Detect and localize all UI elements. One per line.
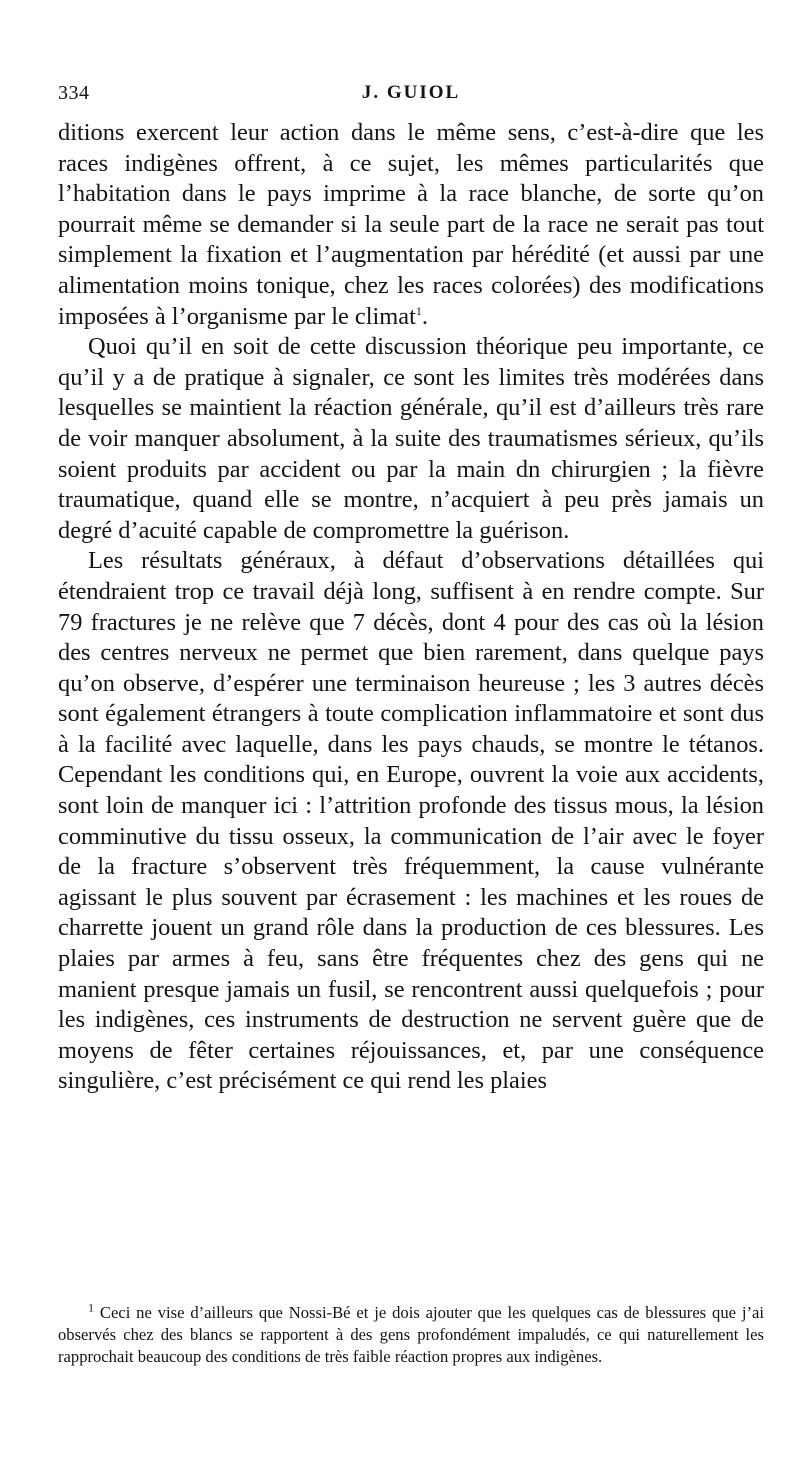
paragraph-1-end: . <box>421 302 428 330</box>
footnote-text: Ceci ne vise d’ailleurs que Nossi-Bé et je dois ajouter que les quelques cas de blessures que j’ai observés chez des blancs se rapportent à des gens profondément impaludés, ce qui naturellement les rapprochait beaucoup des conditions de très faible réaction propres aux indigènes. <box>58 1303 764 1366</box>
page-header <box>58 82 764 112</box>
paragraph-3: Les résultats généraux, à défaut d’observations détaillées qui étendraient trop ce travail déjà long, suffisent à en rendre compte. Sur 79 fractures je ne relève que 7 décès, dont 4 pour des cas où la lésion des centres nerveux ne permet que bien rarement, dans quelque pays qu’on observe, d’espérer une terminaison heureuse ; les 3 autres décès sont également étrangers à toute complication inflammatoire et sont dus à la facilité avec laquelle, dans les pays chauds, se montre le tétanos. Cependant les conditions qui, en Europe, ouvrent la voie aux accidents, sont loin de manquer ici : l’attrition profonde des tissus mous, la lésion comminutive du tissu osseux, la communication de l’air avec le foyer de la fracture s’observent très fréquemment, la cause vulnérante agissant le plus souvent par écrasement : les machines et les roues de charrette jouent un grand rôle dans la production de ces blessures. Les plaies par armes à feu, sans être fréquentes chez des gens qui ne manient presque jamais un fusil, se rencontrent aussi quelquefois ; pour les indigènes, ces instruments de destruction ne servent guère que de moyens de fêter certaines réjouissances, et, par une conséquence singulière, c’est précisément ce qui rend les plaies <box>58 547 764 1095</box>
page-number: 334 <box>58 82 90 104</box>
body-text <box>58 118 764 1097</box>
footnote-marker: 1 <box>88 1300 94 1315</box>
paragraph-2: Quoi qu’il en soit de cette discussion théorique peu importante, ce qu’il y a de pratique à signaler, ce sont les limites très modérées dans lesquelles se maintient la réaction générale, qu’il est d’ailleurs très rare de voir manquer absolument, à la suite des traumatismes sérieux, qu’ils soient produits par accident ou par la main dn chirurgien ; la fièvre traumatique, quand elle se montre, n’acquiert à peu près jamais un degré d’acuité capable de compromettre la guérison. <box>58 333 764 544</box>
footnote-paragraph <box>58 1302 764 1368</box>
paragraph-1-text: ditions exercent leur action dans le même sens, c’est-à-dire que les races indigènes offrent, à ce sujet, les mêmes particularités que l’habitation dans le pays imprime à la race blanche, de sorte qu’on pourrait même se demander si la seule part de la race ne serait pas tout simplement la fixation et l’augmentation par hérédité (et aussi par une alimentation moins tonique, chez les races colorées) des modifications imposées à l’organisme par le climat <box>58 119 764 330</box>
footnote-reference: 1 <box>415 303 422 318</box>
running-head: J. GUIOL <box>361 82 461 103</box>
footnote <box>58 1302 764 1368</box>
paragraph-1 <box>58 118 764 332</box>
